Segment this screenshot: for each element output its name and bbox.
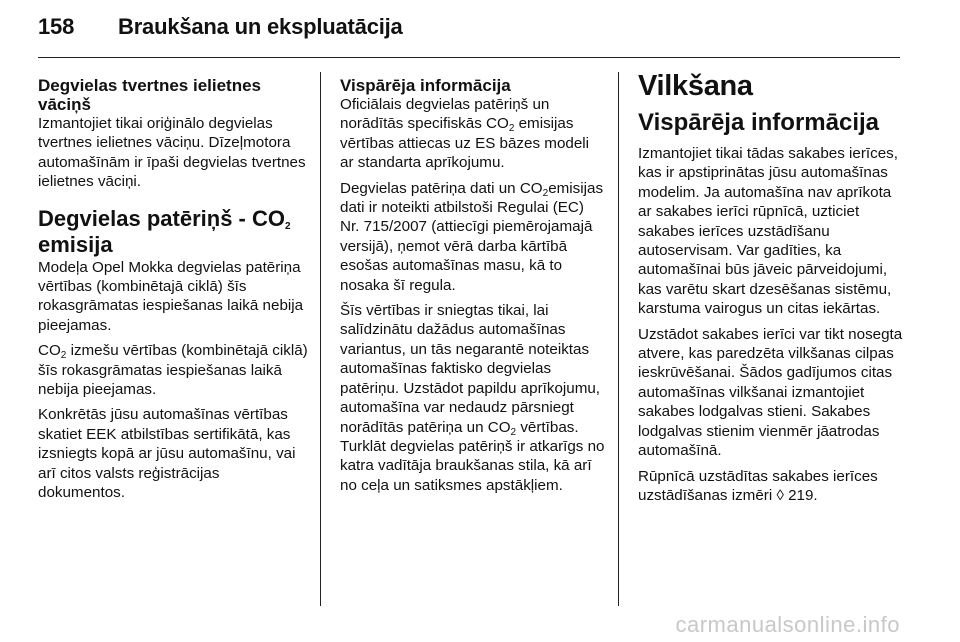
co2-text-b: izmešu vērtības (kombinētajā ciklā) šīs rokasgrāmatas iespiešanas laikā nebija pieejamas. — [38, 342, 308, 399]
general-info-heading: Vispārēja informācija — [340, 76, 511, 95]
towing-general-heading: Vispārēja informācija — [638, 109, 880, 136]
p3-text-a: Rūpnīcā uzstādītas sakabes ierīces uzstādīšanas izmēri — [638, 467, 878, 504]
fuel-consumption-heading-a: Degvielas patēriņš - CO — [38, 205, 285, 231]
official-consumption-text — [340, 95, 606, 173]
fuel-consumption-heading — [38, 206, 308, 258]
regulation-text — [340, 179, 606, 295]
column-1 — [38, 76, 308, 509]
p3-text-a: Šīs vērtības ir sniegtas tikai, lai salīdzinātu dažādus automašīnas variantus, un tās negarantē noteiktas automašīnas faktisko degvielas patēriņu. Uzstādot papildu aprīkojumu, automašīna var nedaudz pārsniegt norādītās patēriņa un CO — [340, 302, 601, 436]
co2-subscript: 2 — [284, 220, 291, 232]
p3-text-b: vērtības. Turklāt degvielas patēriņš ir atkarīgs no katra vadītāja braukšanas stila, kā arī no ceļa un satiksmes apstākļiem. — [340, 418, 605, 494]
co2-subscript: 2 — [510, 426, 517, 438]
towing-heading: Vilkšana — [638, 70, 753, 102]
p2-text-a: Degvielas patēriņa dati un CO — [340, 179, 543, 197]
page-number: 158 — [38, 14, 75, 39]
p1-text-a: Oficiālais degvielas patēriņš un norādītās specifiskās CO — [340, 96, 550, 133]
model-values-text: Modeļa Opel Mokka degvielas patēriņa vērtības (kombinētajā ciklā) šīs rokasgrāmatas iespiešanas laikā nebija pieejamas. — [38, 258, 304, 334]
page-reference-link[interactable]: 219. — [783, 486, 818, 504]
watermark: carmanualsonline.info — [675, 612, 900, 637]
header-rule — [38, 57, 900, 58]
chapter-title: Braukšana un ekspluatācija — [118, 14, 403, 39]
fuel-consumption-heading-b: emisija — [38, 231, 113, 257]
page-reference-icon: ◊ — [776, 486, 784, 504]
column-divider-2 — [618, 72, 619, 606]
column-2 — [340, 76, 606, 501]
fuel-cap-text: Izmantojiet tikai oriģinālo degvielas tvertnes ielietnes vāciņu. Dīzeļmotora automašīnām ir īpaši degvielas tvertnes ielietnes vāciņi. — [38, 115, 306, 191]
column-3 — [638, 70, 904, 511]
towing-text-1: Izmantojiet tikai tādas sakabes ierīces, kas ir apstiprinātas jūsu automašīnas modelim. Ja automašīna nav aprīkota ar sakabes ierīci rūpnīcā, uzticiet sakabes ierīces uzstādīšanu autoservisam. Var gadīties, ka automašīnai būs jāveic pārveidojumi, kas varētu skart dzesēšanas sistēmu, karstuma vairogus un citas iekārtas. — [638, 145, 898, 318]
fuel-cap-heading: Degvielas tvertnes ielietnes vāciņš — [38, 76, 262, 114]
column-divider-1 — [320, 72, 321, 606]
co2-values-text — [38, 341, 308, 399]
p1-text-b: emisijas vērtības attiecas uz ES bāzes modeli ar standarta aprīkojumu. — [340, 115, 590, 172]
p2-text-b: emisijas dati ir noteikti atbilstoši Regulai (EC) Nr. 715/2007 (attiecīgi piemērojamajā versijā), ņemot vērā darba kārtībā esošas automašīnas masu, kā to nosaka šī regula. — [340, 179, 604, 294]
towing-text-3 — [638, 467, 904, 506]
co2-subscript: 2 — [60, 350, 67, 362]
co2-subscript: 2 — [542, 187, 549, 199]
towing-text-2: Uzstādot sakabes ierīci var tikt nosegta atvere, kas paredzēta vilkšanas cilpas ieskrūvēšanai. Šādos gadījumos citas automašīnas vilkšanai izmantojiet sakabes lodgalvas stieni. Sakabes lodgalvas stienim vienmēr jāatrodas automašīnā. — [638, 325, 903, 460]
page-header — [38, 14, 403, 40]
co2-text-a: CO — [38, 342, 61, 360]
co2-subscript: 2 — [508, 123, 515, 135]
eek-text: Konkrētās jūsu automašīnas vērtības skatiet EEK atbilstības sertifikātā, kas izsniegts kopā ar jūsu automašīnu, vai arī citos valsts reģistrācijas dokumentos. — [38, 406, 296, 502]
comparison-text — [340, 301, 606, 495]
